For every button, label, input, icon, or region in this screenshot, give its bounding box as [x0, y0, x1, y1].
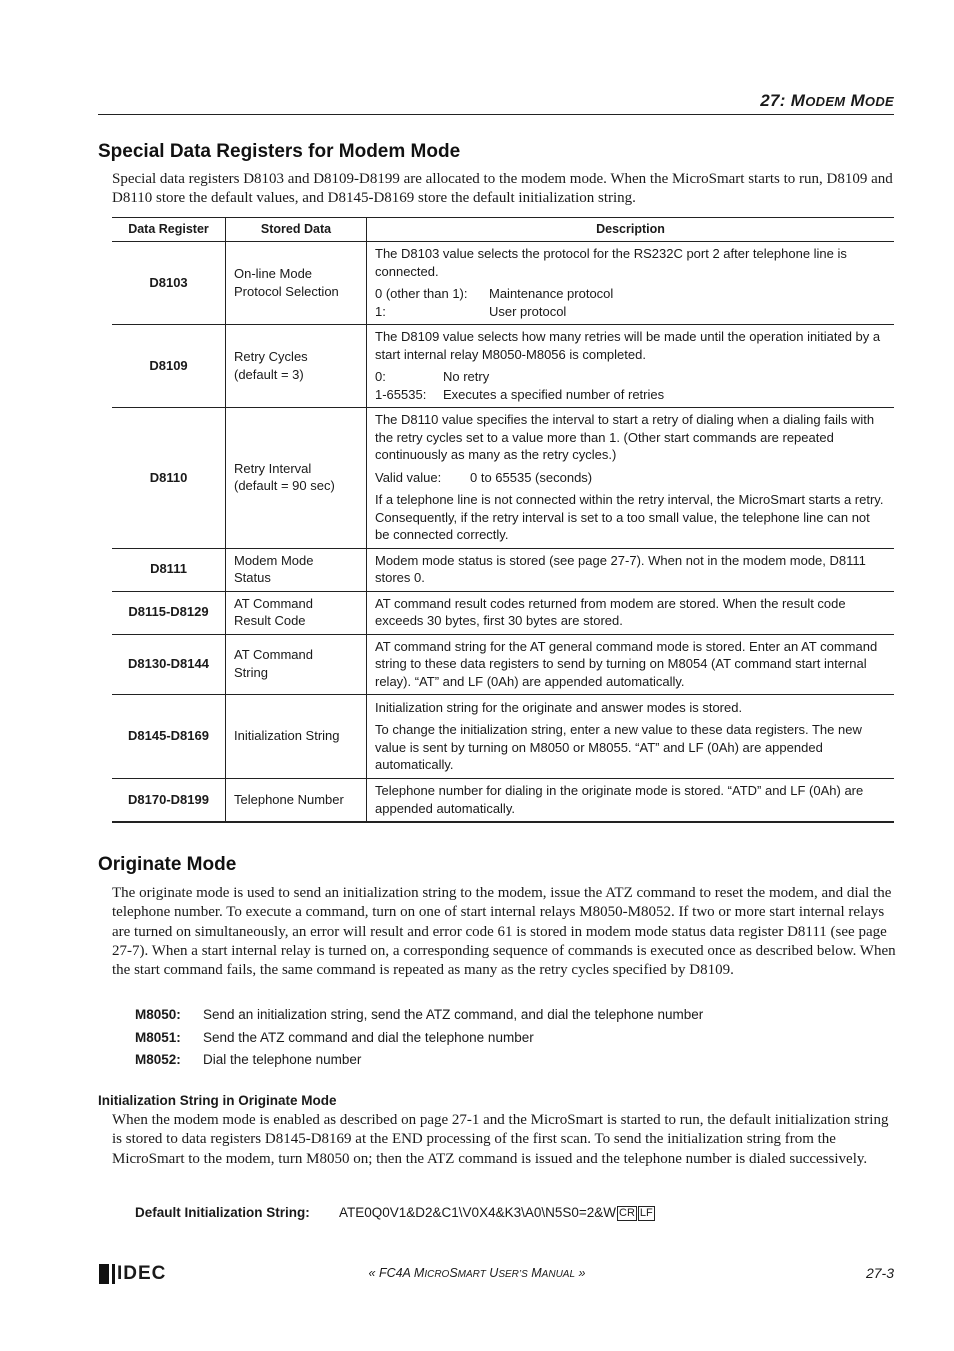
- originate-mode-body: The originate mode is used to send an initialization string to the modem, issue the ATZ command to reset the modem, and dial the telephone number. To execute a command, turn on one of start internal relays M8050-M8052. If two or more start internal relays are turned on simultaneously, an error will result and error code 61 is stored in modem mode status data register D8111 (see page 27-7). When a start internal relay is turned on, a corresponding sequence of commands is executed once as described below. When the start command fails, the same command is repeated as many as the retry cycles specified by D8109.: [112, 885, 896, 979]
- description-cell: [367, 548, 895, 591]
- stored-data-cell: [226, 634, 367, 695]
- table-row: [112, 695, 894, 779]
- init-string-body: When the modem mode is enabled as described on page 27-1 and the MicroSmart is started to run, the default initialization string is stored to data registers D8145-D8169 at the END processing of the first scan. To send the initialization string from the MicroSmart to the modem, turn M8050 on; then the ATZ command is issued and the telephone number is dialed successively.: [112, 1112, 889, 1167]
- stored-data-cell: [226, 695, 367, 779]
- description-cell: [367, 695, 895, 779]
- idec-logo: IDEC: [99, 1263, 169, 1285]
- table-row: [112, 634, 894, 695]
- description-paragraph: AT command result codes returned from modem are stored. When the result code exceeds 30 bytes, first 30 bytes are stored.: [375, 595, 846, 628]
- description-paragraph: The D8109 value selects how many retries will be made until the operation initiated by a start internal relay M8050-M8056 is completed.: [375, 329, 881, 362]
- description-paragraph: Telephone number for dialing in the originate mode is stored. “ATD” and LF (0Ah) are appended automatically.: [375, 783, 864, 816]
- stored-data-line: Retry Cycles: [234, 349, 308, 364]
- table-row: [112, 408, 894, 549]
- value-list: [375, 285, 886, 320]
- description-paragraph: Initialization string for the originate and answer modes is stored.: [375, 699, 743, 715]
- subsection-title: Initialization String in Originate Mode: [98, 1093, 337, 1108]
- stored-data-line: AT Command: [234, 595, 313, 611]
- stored-data-cell: [226, 591, 367, 634]
- stored-data-line: Protocol Selection: [234, 283, 339, 299]
- table-row: [112, 591, 894, 634]
- default-init-label: Default Initialization String:: [135, 1205, 310, 1220]
- stored-data-line: (default = 3): [234, 366, 304, 382]
- value-item: [375, 368, 886, 386]
- relay-item: M8051: Send the ATZ command and dial the telephone number: [135, 1030, 534, 1045]
- register-cell: D8115-D8129: [112, 591, 226, 634]
- description-paragraph: The D8103 value selects the protocol for the RS232C port 2 after telephone line is connected.: [375, 246, 847, 279]
- section-intro: Special data registers D8103 and D8109-D8199 are allocated to the modem mode. When the MicroSmart starts to run, D8109 and D8110 store the default values, and D8145-D8169 store the default initialization string.: [112, 171, 893, 207]
- description-cell: [367, 634, 895, 695]
- section-title-special-registers: Special Data Registers for Modem Mode: [98, 141, 461, 162]
- value-text: No retry: [443, 369, 490, 384]
- value-item: [375, 386, 886, 404]
- value-text: Maintenance protocol: [489, 286, 614, 301]
- default-init-value: ATE0Q0V1&D2&C1\V0X4&K3\A0\N5S0=2&W CR LF: [339, 1205, 653, 1220]
- description-cell: [367, 408, 895, 549]
- footer-manual-title: « FC4A MICROSMART USER’S MANUAL »: [368, 1266, 586, 1280]
- column-header: Description: [367, 218, 895, 242]
- stored-data-cell: [226, 408, 367, 549]
- value-item: [375, 303, 886, 321]
- register-cell: D8111: [112, 548, 226, 591]
- stored-data-cell: [226, 242, 367, 325]
- value-list: [375, 469, 886, 487]
- stored-data-line: Modem Mode: [234, 552, 314, 568]
- value-text: User protocol: [489, 303, 567, 319]
- value-key: Valid value:: [375, 469, 442, 485]
- page-number: 27-3: [865, 1265, 894, 1281]
- description-cell: [367, 779, 895, 823]
- description-paragraph: To change the initialization string, enter a new value to these data registers. The new value is sent by turning on M8050 or M8055. “AT” and LF (0Ah) are appended automatically.: [375, 722, 862, 772]
- stored-data-line: Initialization String: [234, 728, 340, 744]
- register-cell: D8109: [112, 325, 226, 408]
- column-header: Data Register: [112, 218, 226, 242]
- relay-item: M8050: Send an initialization string, send the ATZ command, and dial the telephone number: [135, 1007, 704, 1022]
- value-list: [375, 368, 886, 403]
- table-row: [112, 325, 894, 408]
- default-init-string: [135, 1205, 653, 1220]
- register-cell: D8110: [112, 408, 226, 549]
- stored-data-line: Retry Interval: [234, 460, 312, 476]
- table-row: [112, 548, 894, 591]
- header-rule: [98, 114, 894, 115]
- value-key: 0:: [375, 369, 386, 384]
- description-paragraph: If a telephone line is not connected within the retry interval, the MicroSmart starts a retry. Consequently, if the retry interval is set to a too small value, the telephone line can not be connected correctly.: [375, 492, 884, 542]
- register-cell: D8170-D8199: [112, 779, 226, 823]
- description-cell: [367, 242, 895, 325]
- stored-data-cell: [226, 325, 367, 408]
- relay-item: M8052: Dial the telephone number: [135, 1052, 362, 1067]
- description-cell: [367, 591, 895, 634]
- description-paragraph: AT command string for the AT general command mode is stored. Enter an AT command string to these data registers to send by turning on M8054 (AT command start internal relay). “AT” and LF (0Ah) are appended automatically.: [375, 638, 878, 689]
- stored-data-line: On-line Mode: [234, 266, 313, 281]
- register-cell: D8145-D8169: [112, 695, 226, 779]
- stored-data-line: Status: [234, 570, 271, 585]
- table-row: [112, 242, 894, 325]
- value-key: 1:: [375, 303, 386, 319]
- description-paragraph: Modem mode status is stored (see page 27-7). When not in the modem mode, D8111 stores 0.: [375, 552, 866, 585]
- table-row: [112, 779, 894, 823]
- value-item: [375, 285, 886, 303]
- stored-data-line: Result Code: [234, 613, 306, 628]
- register-cell: D8130-D8144: [112, 634, 226, 695]
- value-key: 0 (other than 1):: [375, 286, 468, 301]
- cr-key-box: CR: [619, 1207, 635, 1219]
- value-text: 0 to 65535 (seconds): [470, 469, 593, 485]
- data-register-table: [112, 217, 894, 823]
- stored-data-line: Telephone Number: [234, 791, 344, 807]
- value-key: 1-65535:: [375, 386, 427, 402]
- column-header: Stored Data: [226, 218, 367, 242]
- description-paragraph: The D8110 value specifies the interval to start a retry of dialing when a dialing fails with the retry cycles set to a value more than 1. (Other start commands are repeated continuously as many as the retry cycles.): [375, 412, 875, 462]
- stored-data-line: AT Command: [234, 647, 313, 663]
- value-item: [375, 469, 886, 487]
- table-header-row: [112, 218, 894, 242]
- value-text: Executes a specified number of retries: [443, 386, 665, 402]
- chapter-header: 27: MODEM MODE: [760, 91, 894, 110]
- stored-data-cell: [226, 779, 367, 823]
- stored-data-line: String: [234, 664, 268, 680]
- stored-data-line: (default = 90 sec): [234, 478, 335, 494]
- stored-data-cell: [226, 548, 367, 591]
- section-title-originate-mode: Originate Mode: [98, 854, 237, 875]
- register-cell: D8103: [112, 242, 226, 325]
- lf-key-box: LF: [639, 1207, 653, 1219]
- description-cell: [367, 325, 895, 408]
